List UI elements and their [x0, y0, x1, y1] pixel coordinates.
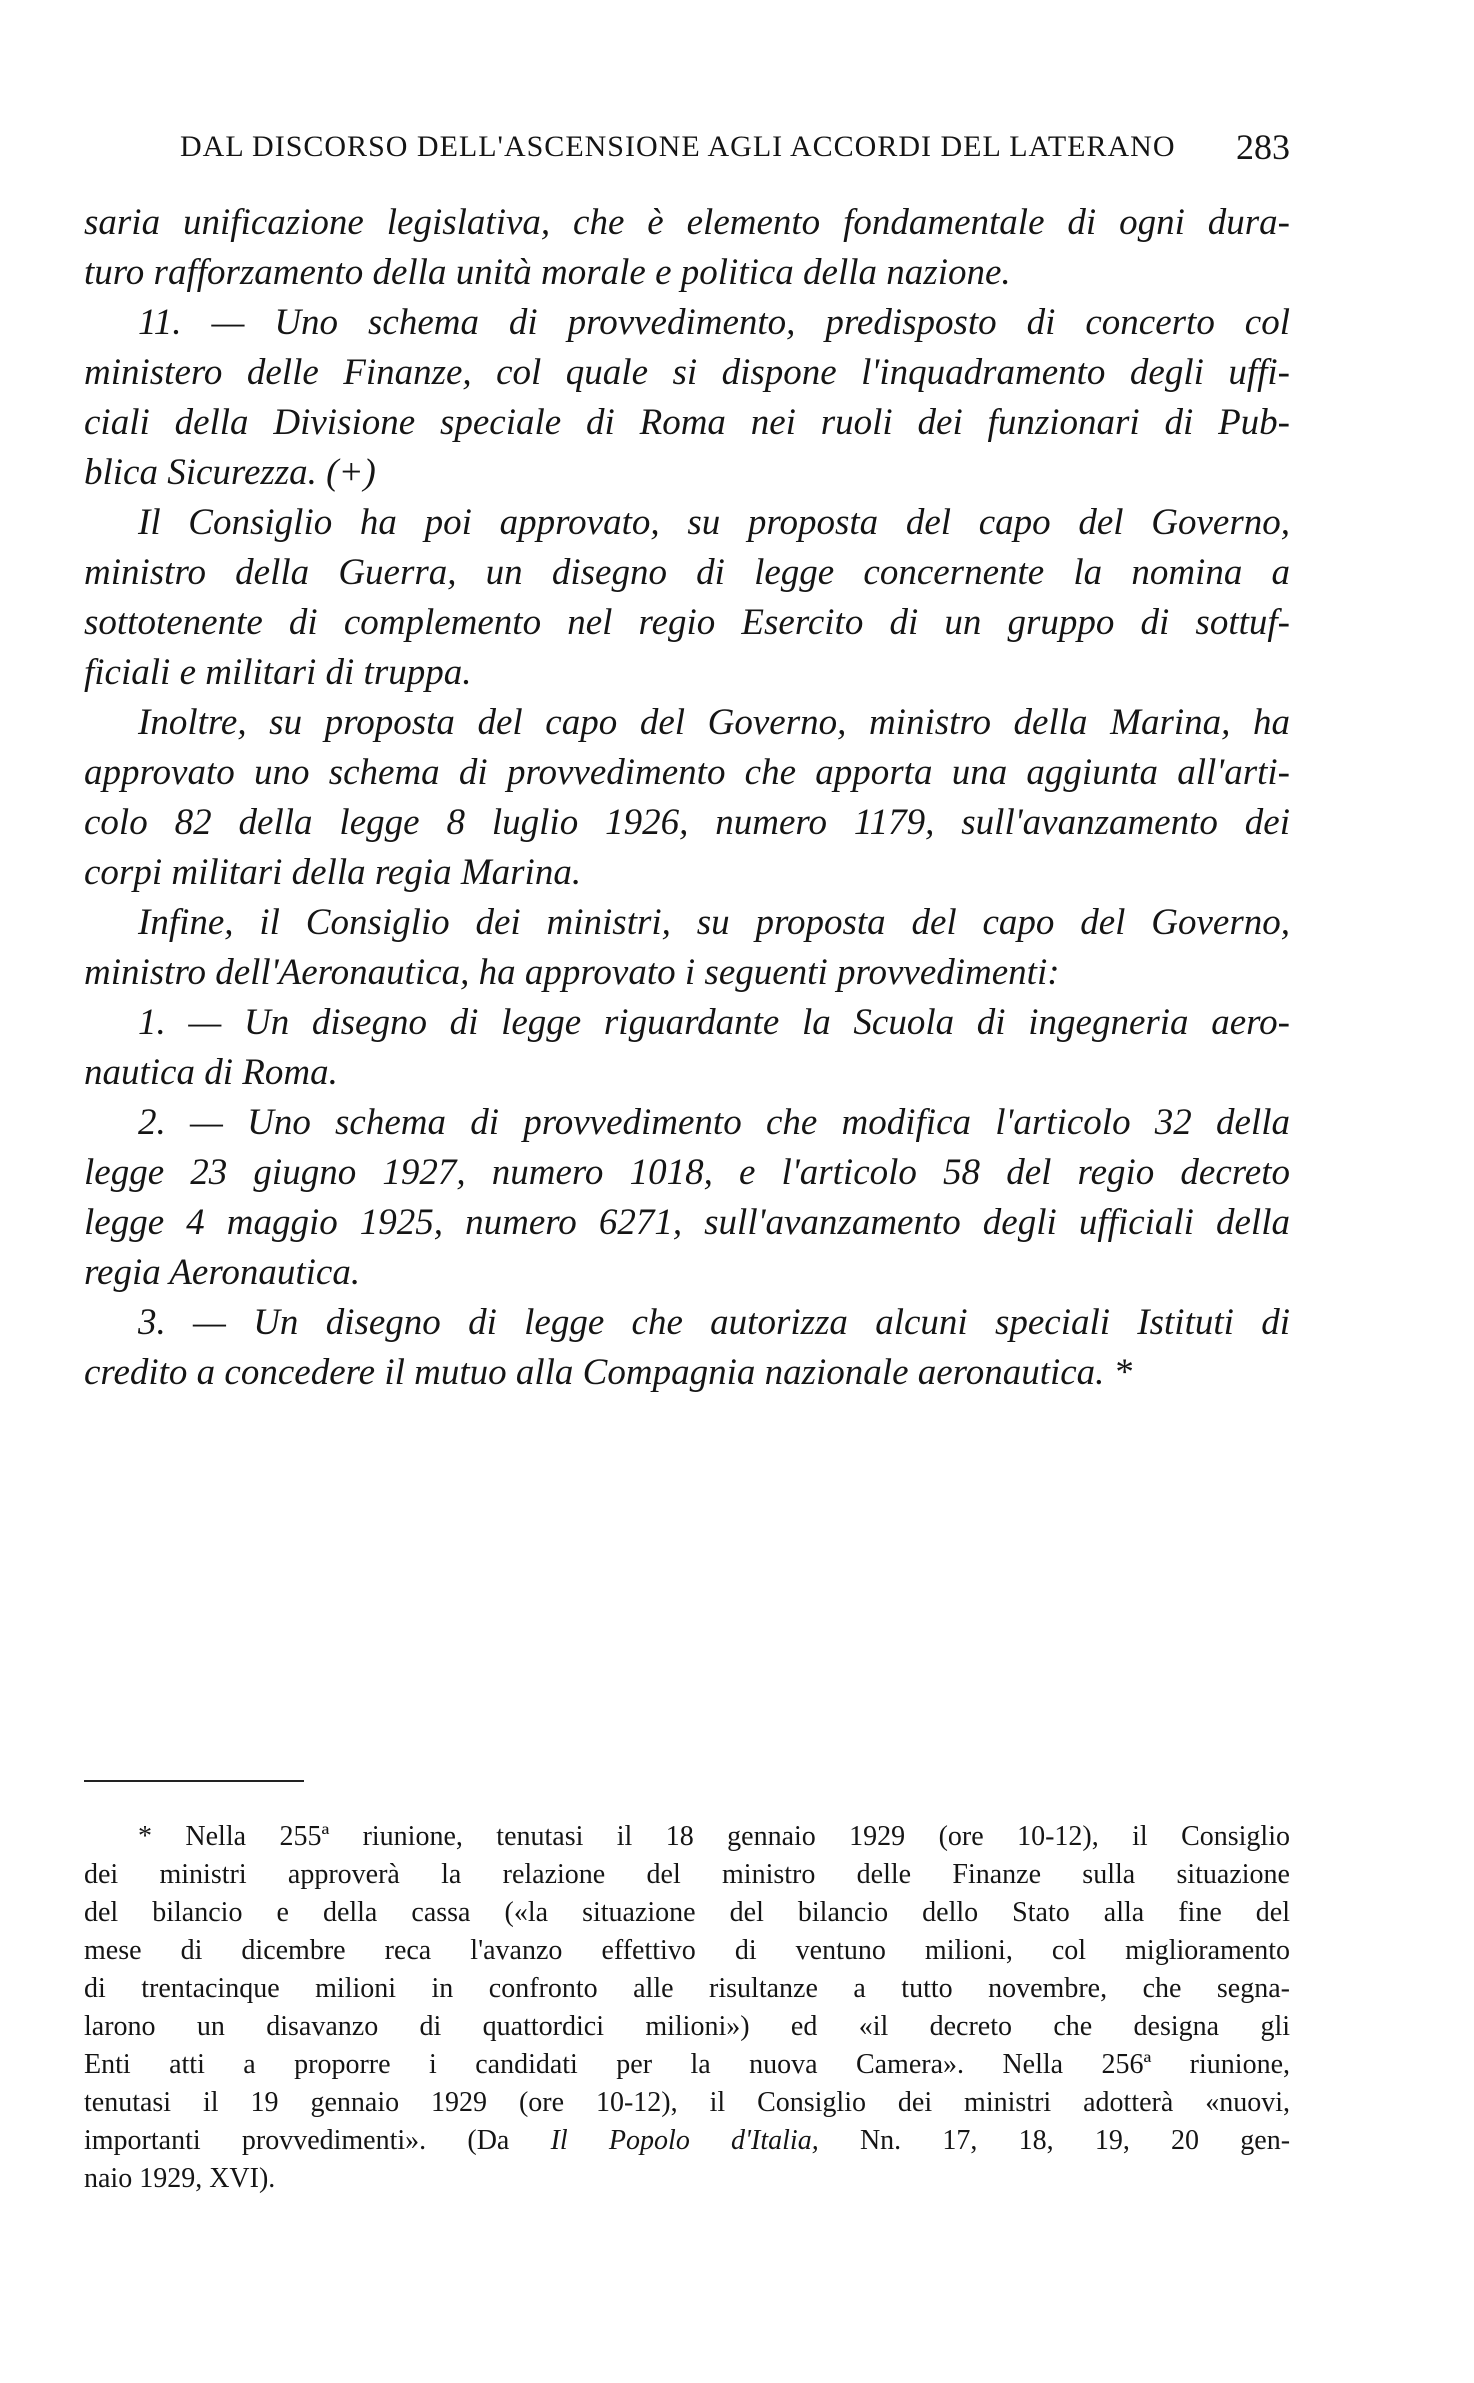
footnote-rule	[84, 1780, 304, 1782]
body-line: 2. — Uno schema di provvedimento che modifica l'articolo 32 della	[138, 1102, 1290, 1143]
footnote-line: naio 1929, XVI).	[84, 2163, 276, 2194]
body-line: 11. — Uno schema di provvedimento, predisposto di concerto col	[138, 302, 1290, 343]
body-line: Infine, il Consiglio dei ministri, su proposta del capo del Governo,	[138, 902, 1290, 943]
body-line: sottotenente di complemento nel regio Esercito di un gruppo di sottuf-	[84, 602, 1290, 643]
body-line: approvato uno schema di provvedimento che apporta una aggiunta all'arti-	[84, 752, 1290, 793]
body-line: saria unificazione legislativa, che è elemento fondamentale di ogni dura-	[84, 202, 1290, 243]
body-line: legge 4 maggio 1925, numero 6271, sull'avanzamento degli ufficiali della	[84, 1202, 1290, 1243]
footnote-line-source	[84, 2122, 1290, 2160]
body-line: corpi militari della regia Marina.	[84, 852, 582, 893]
body-line: blica Sicurezza. (+)	[84, 452, 376, 493]
footnote-source-lead: importanti provvedimenti». (Da	[84, 2125, 510, 2156]
footnote-line: Enti atti a proporre i candidati per la nuova Camera». Nella 256ª riunione,	[84, 2049, 1290, 2080]
footnote-line: di trentacinque milioni in confronto alle risultanze a tutto novembre, che segna-	[84, 1973, 1290, 2004]
body-line: ciali della Divisione speciale di Roma nei ruoli dei funzionari di Pub-	[84, 402, 1290, 443]
body-line: credito a concedere il mutuo alla Compagnia nazionale aeronautica. *	[84, 1352, 1133, 1393]
body-line: ministero delle Finanze, col quale si dispone l'inquadramento degli uffi-	[84, 352, 1290, 393]
running-head	[180, 126, 1290, 172]
body-line: nautica di Roma.	[84, 1052, 338, 1093]
body-line: 1. — Un disegno di legge riguardante la Scuola di ingegneria aero-	[138, 1002, 1290, 1043]
footnote-line: del bilancio e della cassa («la situazione del bilancio dello Stato alla fine del	[84, 1897, 1290, 1928]
footnote-line: larono un disavanzo di quattordici milioni») ed «il decreto che designa gli	[84, 2011, 1290, 2042]
body-line: colo 82 della legge 8 luglio 1926, numero 1179, sull'avanzamento dei	[84, 802, 1290, 843]
body-line: regia Aeronautica.	[84, 1252, 361, 1293]
footnote-line: tenutasi il 19 gennaio 1929 (ore 10-12), il Consiglio dei ministri adotterà «nuovi,	[84, 2087, 1290, 2118]
body-line: ministro dell'Aeronautica, ha approvato i seguenti provvedimenti:	[84, 952, 1060, 993]
body-line: legge 23 giugno 1927, numero 1018, e l'articolo 58 del regio decreto	[84, 1152, 1290, 1193]
footnote-line: mese di dicembre reca l'avanzo effettivo di ventuno milioni, col miglioramento	[84, 1935, 1290, 1966]
footnote-source-title: Il Popolo d'Italia,	[550, 2125, 819, 2156]
running-title: DAL DISCORSO DELL'ASCENSIONE AGLI ACCORDI DEL LATERANO	[180, 130, 1176, 163]
body-line: ficiali e militari di truppa.	[84, 652, 472, 693]
footnote-source-tail: Nn. 17, 18, 19, 20 gen-	[859, 2125, 1291, 2156]
body-line: Il Consiglio ha poi approvato, su proposta del capo del Governo,	[138, 502, 1290, 543]
body-line: 3. — Un disegno di legge che autorizza alcuni speciali Istituti di	[138, 1302, 1290, 1343]
footnote-line: * Nella 255ª riunione, tenutasi il 18 gennaio 1929 (ore 10-12), il Consiglio	[138, 1821, 1290, 1852]
body-line: ministro della Guerra, un disegno di legge concernente la nomina a	[84, 552, 1290, 593]
footnote-line: dei ministri approverà la relazione del ministro delle Finanze sulla situazione	[84, 1859, 1290, 1890]
body-line: Inoltre, su proposta del capo del Governo, ministro della Marina, ha	[138, 702, 1290, 743]
body-line: turo rafforzamento della unità morale e politica della nazione.	[84, 252, 1011, 293]
page-number: 283	[1236, 127, 1290, 167]
